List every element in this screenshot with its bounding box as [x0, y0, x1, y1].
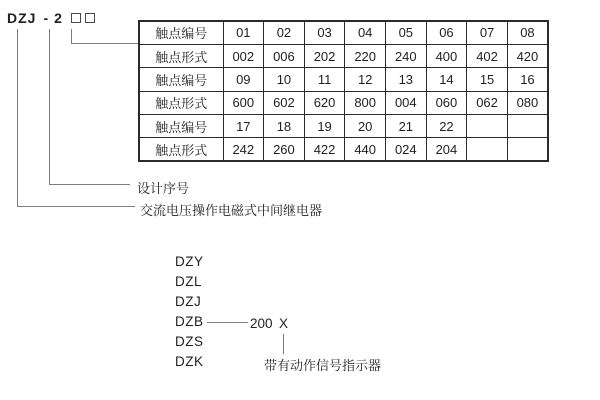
callout-line-relay-type [17, 29, 135, 207]
row-label: 触点编号 [139, 21, 223, 44]
table-cell: 08 [507, 21, 548, 44]
model-series-digit: 2 [54, 10, 63, 26]
table-cell: 13 [386, 68, 427, 91]
table-cell: 07 [467, 21, 508, 44]
table-cell: 220 [345, 44, 386, 67]
table-cell: 01 [223, 21, 264, 44]
series-item-dzs: DZS [175, 334, 204, 349]
digit-box-icon [71, 13, 81, 23]
suffix-connector-line [283, 334, 284, 354]
table-cell: 080 [507, 91, 548, 114]
table-cell: 420 [507, 44, 548, 67]
table-cell: 260 [264, 138, 305, 161]
table-cell: 04 [345, 21, 386, 44]
series-item-dzy: DZY [175, 254, 204, 269]
model-prefix: DZJ [7, 10, 37, 26]
table-cell: 242 [223, 138, 264, 161]
table-cell: 620 [304, 91, 345, 114]
model-separator: - [43, 10, 50, 26]
table-cell: 22 [426, 115, 467, 138]
series-item-dzb: DZB [175, 314, 204, 329]
table-cell: 400 [426, 44, 467, 67]
table-cell: 16 [507, 68, 548, 91]
row-label: 触点形式 [139, 91, 223, 114]
table-cell [507, 138, 548, 161]
row-label: 触点形式 [139, 138, 223, 161]
table-cell: 240 [386, 44, 427, 67]
table-row [139, 21, 548, 44]
table-cell: 024 [386, 138, 427, 161]
table-cell: 002 [223, 44, 264, 67]
table-row [139, 44, 548, 67]
table-cell: 14 [426, 68, 467, 91]
table-cell: 600 [223, 91, 264, 114]
relay-type-label: 交流电压操作电磁式中间继电器 [140, 203, 323, 218]
table-row [139, 115, 548, 138]
table-row [139, 68, 548, 91]
table-cell: 11 [304, 68, 345, 91]
table-cell: 202 [304, 44, 345, 67]
contact-spec-table [138, 20, 549, 162]
digit-box-icon [85, 13, 95, 23]
table-cell: 03 [304, 21, 345, 44]
table-cell: 402 [467, 44, 508, 67]
series-item-dzk: DZK [175, 354, 204, 369]
table-cell: 19 [304, 115, 345, 138]
table-cell: 09 [223, 68, 264, 91]
table-row [139, 138, 548, 161]
dzb-connector-line [207, 322, 248, 323]
row-label: 触点形式 [139, 44, 223, 67]
table-cell: 004 [386, 91, 427, 114]
table-cell: 06 [426, 21, 467, 44]
model-code [7, 10, 95, 26]
table-cell: 060 [426, 91, 467, 114]
series-item-dzl: DZL [175, 274, 203, 289]
suffix-note-label: 带有动作信号指示器 [264, 358, 382, 373]
table-row [139, 91, 548, 114]
table-cell: 204 [426, 138, 467, 161]
series-number: 200 [250, 316, 273, 331]
table-cell: 006 [264, 44, 305, 67]
table-cell: 20 [345, 115, 386, 138]
design-serial-label: 设计序号 [137, 181, 190, 196]
table-cell: 18 [264, 115, 305, 138]
table-cell: 062 [467, 91, 508, 114]
table-cell: 15 [467, 68, 508, 91]
row-label: 触点编号 [139, 68, 223, 91]
table-cell: 02 [264, 21, 305, 44]
table-cell: 800 [345, 91, 386, 114]
table-cell: 12 [345, 68, 386, 91]
table-cell: 422 [304, 138, 345, 161]
series-suffix: X [279, 316, 289, 331]
table-cell: 602 [264, 91, 305, 114]
relay-series-list [175, 252, 204, 372]
table-cell [507, 115, 548, 138]
table-cell: 17 [223, 115, 264, 138]
table-cell: 21 [386, 115, 427, 138]
table-cell [467, 138, 508, 161]
table-cell: 440 [345, 138, 386, 161]
table-cell [467, 115, 508, 138]
series-item-dzj: DZJ [175, 294, 202, 309]
row-label: 触点编号 [139, 115, 223, 138]
table-cell: 05 [386, 21, 427, 44]
table-cell: 10 [264, 68, 305, 91]
